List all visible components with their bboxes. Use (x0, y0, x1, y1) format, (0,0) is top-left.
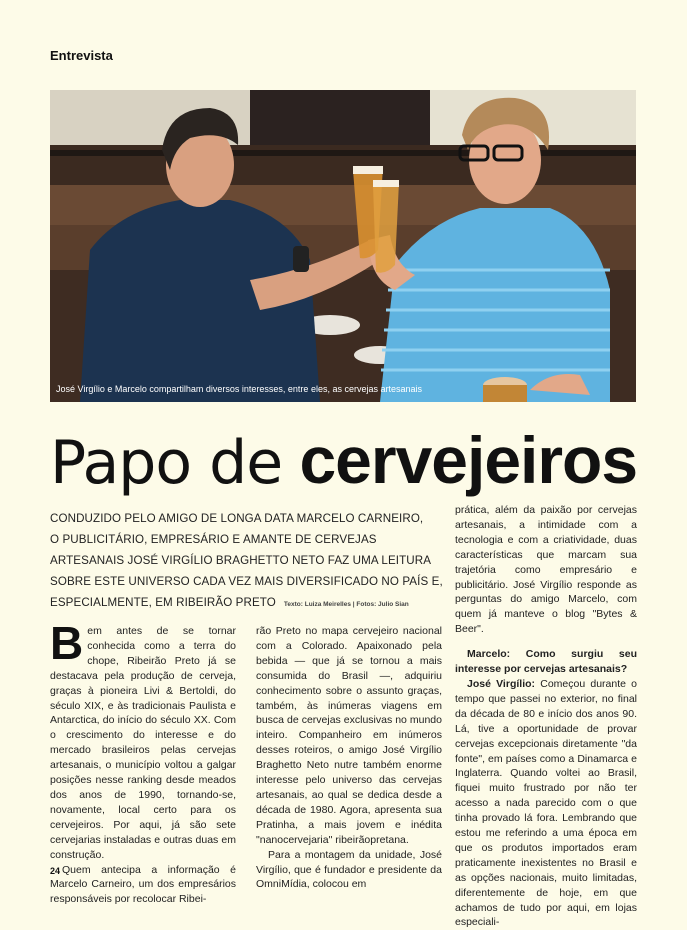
intro-line: ESPECIALMENTE, EM RIBEIRÃO PRETO (50, 596, 276, 609)
column-1 (50, 617, 236, 907)
paragraph: rão Preto no mapa cervejeiro nacional com a Colorado. Apaixonado pela bebida — que já se tornou a mais consumida do Brasil —, adquiriu conhecimento sobre o assunto graças, também, às inúmeras viagens em busca de cervejas exclusivas no mundo inteiro. Companheiro em inúmeros desses roteiros, o amigo José Virgílio Braghetto Neto nutre também enorme interesse pelo universo das cervejas artesanais, ao qual se dedica desde a década de 1980. Agora, apresenta sua Pratinha, a mais jovem e inédita "nanocervejaria" ribeirãopretana. (256, 625, 442, 846)
intro-line: CONDUZIDO PELO AMIGO DE LONGA DATA MARCELO CARNEIRO, (50, 512, 424, 525)
paragraph-text: em antes de se tornar conhecida como a terra do chope, Ribeirão Preto já se destacava pela produção de cerveja, graças à pioneira Livi & Bertoldi, do século XIX, e às tradicionais Paulista e Antarctica, do início do século XX. Com o crescimento do interesse e do mercado brasileiros pelas cervejas artesanais, o município voltou a galgar posições nesse ranking desde meados dos anos de 1990, tornando-se, novamente, local certo para os cervejeiros. Por aqui, já são sete cervejarias instaladas e outras duas em construção. (50, 625, 236, 861)
headline-bold: cervejeiros (299, 423, 638, 497)
headline-light: Papo de (50, 428, 283, 498)
intro-line: O PUBLICITÁRIO, EMPRESÁRIO E AMANTE DE CERVEJAS (50, 533, 377, 546)
paragraph: prática, além da paixão por cervejas artesanais, a intimidade com a tecnologia e com a criatividade, duas características que marcam sua trajetória como empresário e publicitário. José Virgílio responde as perguntas do amigo Marcelo, com quem já manteve o blog "Bytes & Beer". (455, 504, 637, 636)
answer-text: Começou durante o tempo que passei no exterior, no final da década de 80 e início dos anos 90. Lá, tive a oportunidade de provar cervejas excepcionais diretamente "da fonte", em países como a Dinamarca e Inglaterra. Quando voltei ao Brasil, fiquei muito frustrado por não ter acesso a nada parecido com o que tinha provado lá fora. Lembrando que estou me referindo a uma época em que os produtos importados eram praticamente inexistentes no Brasil e as opções nacionais, muito limitadas, diferentemente de hoje, em que achamos de tudo por aqui, em lojas especiali- (455, 677, 638, 929)
photo-illustration (50, 90, 636, 402)
intro-line-last (50, 592, 445, 615)
column-2 (256, 624, 442, 892)
photo-caption: José Virgílio e Marcelo compartilham diversos interesses, entre eles, as cervejas artesanais (56, 384, 422, 394)
paragraph: Para a montagem da unidade, José Virgílio, que é fundador e presidente da OmniMídia, colocou em (256, 848, 442, 891)
answer-speaker: José Virgílio: (467, 677, 536, 690)
intro-line: ARTESANAIS JOSÉ VIRGÍLIO BRAGHETTO NETO FAZ UMA LEITURA (50, 554, 432, 567)
paragraph (50, 617, 236, 863)
page-number: 24 (50, 866, 61, 876)
headline (50, 418, 650, 505)
section-label: Entrevista (50, 48, 113, 63)
interview-question: Marcelo: Como surgiu seu interesse por cervejas artesanais? (455, 648, 637, 676)
intro-line: SOBRE ESTE UNIVERSO CADA VEZ MAIS DIVERSIFICADO NO PAÍS E, (50, 575, 443, 588)
intro-paragraph (50, 508, 445, 615)
photo-credit: Texto: Luiza Meirelles | Fotos: Julio Sian (283, 601, 409, 608)
article-photo (50, 90, 636, 402)
drop-cap: B (50, 617, 84, 669)
column-3 (455, 503, 637, 930)
paragraph: Quem antecipa a informação é Marcelo Carneiro, um dos empresários responsáveis por recolocar Ribei- (50, 863, 236, 906)
interview-answer (455, 677, 637, 930)
